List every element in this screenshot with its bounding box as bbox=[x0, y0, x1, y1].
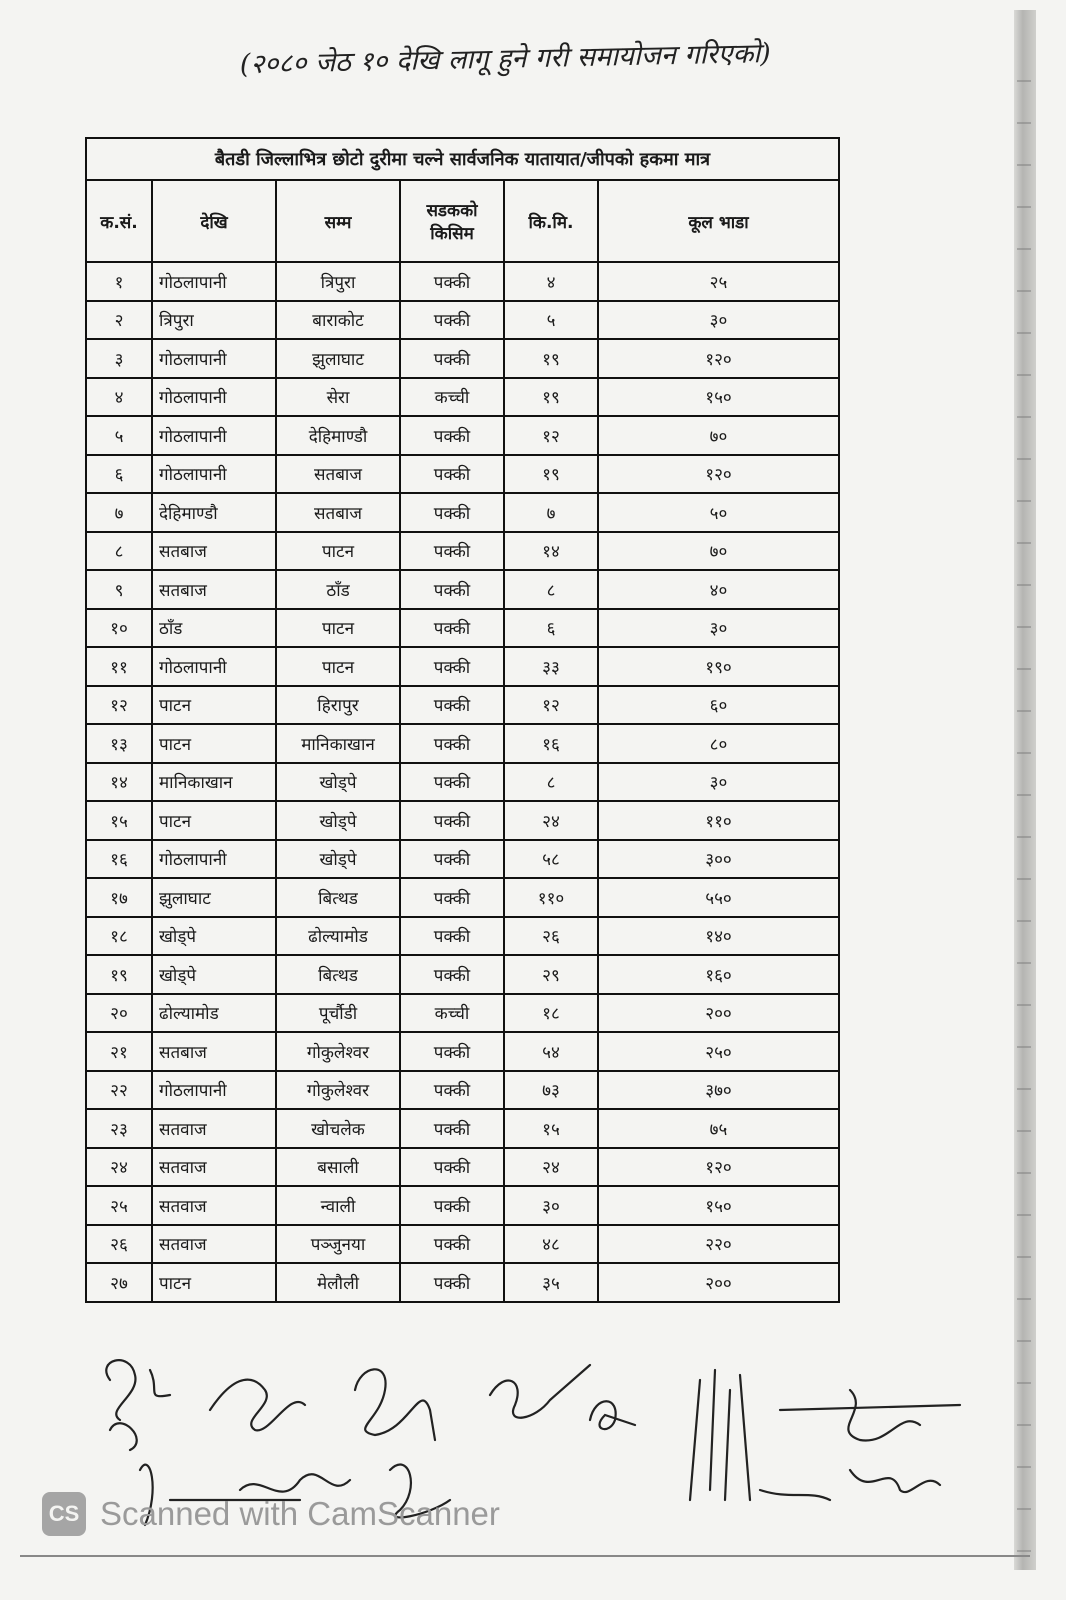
cell-to: सतबाज bbox=[276, 455, 400, 494]
cell-km: ६ bbox=[504, 609, 598, 648]
cell-road-type: कच्ची bbox=[400, 994, 504, 1033]
cell-fare: ५५० bbox=[598, 878, 839, 917]
cell-km: १९ bbox=[504, 339, 598, 378]
signature-3 bbox=[355, 1369, 435, 1440]
table-row bbox=[86, 801, 839, 840]
cell-from: सतबाज bbox=[152, 532, 276, 571]
cell-sn: १४ bbox=[86, 763, 152, 802]
signature-2 bbox=[210, 1380, 305, 1431]
cell-from: सतवाज bbox=[152, 1109, 276, 1148]
cell-from: सतबाज bbox=[152, 1032, 276, 1071]
cell-from: गोठलापानी bbox=[152, 416, 276, 455]
cell-km: ५ bbox=[504, 301, 598, 340]
cell-from: झुलाघाट bbox=[152, 878, 276, 917]
table-row bbox=[86, 609, 839, 648]
cell-sn: २५ bbox=[86, 1186, 152, 1225]
signature-5 bbox=[590, 1401, 635, 1429]
cell-km: १९ bbox=[504, 378, 598, 417]
cell-from: गोठलापानी bbox=[152, 262, 276, 301]
cell-to: बित्थड bbox=[276, 878, 400, 917]
cell-fare: १४० bbox=[598, 917, 839, 956]
cell-sn: ३ bbox=[86, 339, 152, 378]
cell-road-type: पक्की bbox=[400, 724, 504, 763]
cell-to: बसाली bbox=[276, 1148, 400, 1187]
cell-sn: २६ bbox=[86, 1225, 152, 1264]
cell-to: बाराकोट bbox=[276, 301, 400, 340]
table-row bbox=[86, 1186, 839, 1225]
table-row bbox=[86, 262, 839, 301]
table-row bbox=[86, 1225, 839, 1264]
cell-km: ८ bbox=[504, 763, 598, 802]
table-row bbox=[86, 378, 839, 417]
cell-fare: ८० bbox=[598, 724, 839, 763]
cell-sn: १३ bbox=[86, 724, 152, 763]
table-row bbox=[86, 416, 839, 455]
cell-to: खोचलेक bbox=[276, 1109, 400, 1148]
header-fare: कूल भाडा bbox=[598, 180, 839, 262]
cell-road-type: पक्की bbox=[400, 955, 504, 994]
table-row bbox=[86, 570, 839, 609]
cell-to: खोड्पे bbox=[276, 840, 400, 879]
cell-fare: ३० bbox=[598, 763, 839, 802]
table-row bbox=[86, 763, 839, 802]
cell-from: खोड्पे bbox=[152, 955, 276, 994]
cell-from: पाटन bbox=[152, 801, 276, 840]
cell-km: १२ bbox=[504, 416, 598, 455]
cell-road-type: पक्की bbox=[400, 840, 504, 879]
cell-road-type: पक्की bbox=[400, 570, 504, 609]
cell-fare: ७५ bbox=[598, 1109, 839, 1148]
cell-km: ३० bbox=[504, 1186, 598, 1225]
cell-km: ५४ bbox=[504, 1032, 598, 1071]
fare-table bbox=[85, 137, 840, 1303]
cell-sn: १२ bbox=[86, 686, 152, 725]
cell-road-type: पक्की bbox=[400, 262, 504, 301]
cell-fare: १२० bbox=[598, 339, 839, 378]
cell-road-type: पक्की bbox=[400, 801, 504, 840]
cell-sn: १५ bbox=[86, 801, 152, 840]
cell-to: ढोल्यामोड bbox=[276, 917, 400, 956]
table-row bbox=[86, 686, 839, 725]
cell-to: पञ्जुनया bbox=[276, 1225, 400, 1264]
cell-fare: २५० bbox=[598, 1032, 839, 1071]
cell-road-type: पक्की bbox=[400, 339, 504, 378]
cell-road-type: पक्की bbox=[400, 455, 504, 494]
cell-km: ४ bbox=[504, 262, 598, 301]
cell-to: झुलाघाट bbox=[276, 339, 400, 378]
bottom-rule bbox=[20, 1555, 1030, 1557]
table-row bbox=[86, 840, 839, 879]
cell-to: मेलौली bbox=[276, 1263, 400, 1302]
cell-fare: ११० bbox=[598, 801, 839, 840]
cell-fare: २०० bbox=[598, 1263, 839, 1302]
cell-from: सतबाज bbox=[152, 570, 276, 609]
cell-road-type: पक्की bbox=[400, 1225, 504, 1264]
cell-fare: १२० bbox=[598, 455, 839, 494]
cell-km: २६ bbox=[504, 917, 598, 956]
cell-to: मानिकाखान bbox=[276, 724, 400, 763]
cell-to: पाटन bbox=[276, 532, 400, 571]
header-road-type: सडकको किसिम bbox=[400, 180, 504, 262]
header-sn: क.सं. bbox=[86, 180, 152, 262]
edge-marks bbox=[1017, 40, 1031, 1580]
cell-to: सतबाज bbox=[276, 493, 400, 532]
cell-km: ८ bbox=[504, 570, 598, 609]
cell-road-type: पक्की bbox=[400, 647, 504, 686]
cell-road-type: पक्की bbox=[400, 1032, 504, 1071]
camscanner-logo: CS bbox=[42, 1492, 86, 1536]
cell-fare: ३०० bbox=[598, 840, 839, 879]
cell-fare: १२० bbox=[598, 1148, 839, 1187]
cell-sn: २ bbox=[86, 301, 152, 340]
cell-road-type: पक्की bbox=[400, 416, 504, 455]
cell-fare: २५ bbox=[598, 262, 839, 301]
cell-road-type: पक्की bbox=[400, 609, 504, 648]
table-body bbox=[86, 262, 839, 1302]
cell-km: १२ bbox=[504, 686, 598, 725]
cell-sn: २४ bbox=[86, 1148, 152, 1187]
cell-to: खोड्पे bbox=[276, 801, 400, 840]
cell-from: पाटन bbox=[152, 686, 276, 725]
cell-sn: २२ bbox=[86, 1071, 152, 1110]
cell-road-type: पक्की bbox=[400, 686, 504, 725]
cell-km: ३५ bbox=[504, 1263, 598, 1302]
cell-road-type: पक्की bbox=[400, 1186, 504, 1225]
cell-from: मानिकाखान bbox=[152, 763, 276, 802]
table-row bbox=[86, 1109, 839, 1148]
table-row bbox=[86, 1032, 839, 1071]
table-row bbox=[86, 955, 839, 994]
cell-sn: ७ bbox=[86, 493, 152, 532]
cell-from: गोठलापानी bbox=[152, 1071, 276, 1110]
cell-fare: ७० bbox=[598, 532, 839, 571]
cell-to: देहिमाण्डौ bbox=[276, 416, 400, 455]
table-row bbox=[86, 917, 839, 956]
cell-road-type: पक्की bbox=[400, 532, 504, 571]
signature-1 bbox=[106, 1360, 170, 1450]
cell-fare: ३० bbox=[598, 301, 839, 340]
cell-from: पाटन bbox=[152, 724, 276, 763]
cell-fare: २२० bbox=[598, 1225, 839, 1264]
cell-to: पाटन bbox=[276, 609, 400, 648]
cell-fare: ३७० bbox=[598, 1071, 839, 1110]
cell-sn: ८ bbox=[86, 532, 152, 571]
cell-sn: २३ bbox=[86, 1109, 152, 1148]
cell-road-type: पक्की bbox=[400, 493, 504, 532]
cell-sn: १६ bbox=[86, 840, 152, 879]
cell-sn: १० bbox=[86, 609, 152, 648]
fare-table-container bbox=[85, 137, 840, 1303]
table-title: बैतडी जिल्लाभित्र छोटो दुरीमा चल्ने सार्वजनिक यातायात/जीपको हकमा मात्र bbox=[86, 138, 839, 180]
table-row bbox=[86, 724, 839, 763]
table-row bbox=[86, 878, 839, 917]
cell-to: न्वाली bbox=[276, 1186, 400, 1225]
signature-4 bbox=[490, 1365, 590, 1418]
header-km: कि.मि. bbox=[504, 180, 598, 262]
cell-sn: ११ bbox=[86, 647, 152, 686]
cell-to: पाटन bbox=[276, 647, 400, 686]
scanner-text: Scanned with CamScanner bbox=[100, 1495, 500, 1532]
cell-from: ढोल्यामोड bbox=[152, 994, 276, 1033]
page-edge bbox=[1014, 10, 1036, 1570]
cell-km: २४ bbox=[504, 1148, 598, 1187]
cell-sn: २० bbox=[86, 994, 152, 1033]
cell-km: ११० bbox=[504, 878, 598, 917]
cell-from: गोठलापानी bbox=[152, 378, 276, 417]
cell-to: ठाँड bbox=[276, 570, 400, 609]
cell-sn: १८ bbox=[86, 917, 152, 956]
cell-from: त्रिपुरा bbox=[152, 301, 276, 340]
handwritten-note: (२०८० जेठ १० देखि लागू हुने गरी समायोजन गरिएको) bbox=[239, 38, 772, 81]
cell-to: सेरा bbox=[276, 378, 400, 417]
table-row bbox=[86, 339, 839, 378]
cell-road-type: पक्की bbox=[400, 301, 504, 340]
cell-km: ४८ bbox=[504, 1225, 598, 1264]
cell-km: ५८ bbox=[504, 840, 598, 879]
cell-road-type: पक्की bbox=[400, 1109, 504, 1148]
signature-7 bbox=[780, 1390, 960, 1440]
cell-from: गोठलापानी bbox=[152, 647, 276, 686]
cell-km: ३३ bbox=[504, 647, 598, 686]
cell-fare: ७० bbox=[598, 416, 839, 455]
cell-km: २४ bbox=[504, 801, 598, 840]
cell-km: १६ bbox=[504, 724, 598, 763]
table-row bbox=[86, 994, 839, 1033]
cell-sn: ४ bbox=[86, 378, 152, 417]
header-to: सम्म bbox=[276, 180, 400, 262]
table-row bbox=[86, 1148, 839, 1187]
cell-from: सतवाज bbox=[152, 1148, 276, 1187]
cell-km: १५ bbox=[504, 1109, 598, 1148]
cell-fare: ४० bbox=[598, 570, 839, 609]
cell-fare: १५० bbox=[598, 378, 839, 417]
cell-road-type: पक्की bbox=[400, 878, 504, 917]
cell-from: सतवाज bbox=[152, 1225, 276, 1264]
cell-to: गोकुलेश्वर bbox=[276, 1032, 400, 1071]
table-row bbox=[86, 1263, 839, 1302]
cell-to: त्रिपुरा bbox=[276, 262, 400, 301]
cell-road-type: पक्की bbox=[400, 1148, 504, 1187]
cell-fare: ३० bbox=[598, 609, 839, 648]
cell-fare: १५० bbox=[598, 1186, 839, 1225]
cell-sn: १७ bbox=[86, 878, 152, 917]
cell-from: गोठलापानी bbox=[152, 455, 276, 494]
cell-sn: २१ bbox=[86, 1032, 152, 1071]
cell-km: ७ bbox=[504, 493, 598, 532]
cell-sn: १९ bbox=[86, 955, 152, 994]
cell-sn: १ bbox=[86, 262, 152, 301]
cell-from: गोठलापानी bbox=[152, 840, 276, 879]
header-from: देखि bbox=[152, 180, 276, 262]
cell-fare: १६० bbox=[598, 955, 839, 994]
scanner-watermark bbox=[42, 1490, 500, 1538]
cell-road-type: पक्की bbox=[400, 917, 504, 956]
cell-sn: ९ bbox=[86, 570, 152, 609]
cell-road-type: कच्ची bbox=[400, 378, 504, 417]
cell-km: १९ bbox=[504, 455, 598, 494]
cell-road-type: पक्की bbox=[400, 1263, 504, 1302]
table-row bbox=[86, 493, 839, 532]
cell-from: सतवाज bbox=[152, 1186, 276, 1225]
cell-to: खोड्पे bbox=[276, 763, 400, 802]
cell-sn: २७ bbox=[86, 1263, 152, 1302]
cell-sn: ५ bbox=[86, 416, 152, 455]
cell-fare: ६० bbox=[598, 686, 839, 725]
signature-6 bbox=[690, 1370, 750, 1500]
cell-road-type: पक्की bbox=[400, 763, 504, 802]
table-row bbox=[86, 301, 839, 340]
cell-fare: २०० bbox=[598, 994, 839, 1033]
table-row bbox=[86, 532, 839, 571]
cell-to: पूर्चौडी bbox=[276, 994, 400, 1033]
cell-from: पाटन bbox=[152, 1263, 276, 1302]
cell-from: देहिमाण्डौ bbox=[152, 493, 276, 532]
cell-sn: ६ bbox=[86, 455, 152, 494]
cell-to: बित्थड bbox=[276, 955, 400, 994]
cell-km: १८ bbox=[504, 994, 598, 1033]
cell-from: खोड्पे bbox=[152, 917, 276, 956]
cell-fare: ५० bbox=[598, 493, 839, 532]
signature-9 bbox=[760, 1470, 940, 1500]
table-row bbox=[86, 1071, 839, 1110]
cell-fare: १९० bbox=[598, 647, 839, 686]
cell-km: १४ bbox=[504, 532, 598, 571]
table-row bbox=[86, 455, 839, 494]
cell-to: गोकुलेश्वर bbox=[276, 1071, 400, 1110]
cell-road-type: पक्की bbox=[400, 1071, 504, 1110]
cell-km: ७३ bbox=[504, 1071, 598, 1110]
cell-km: २९ bbox=[504, 955, 598, 994]
cell-from: ठाँड bbox=[152, 609, 276, 648]
cell-from: गोठलापानी bbox=[152, 339, 276, 378]
cell-to: हिरापुर bbox=[276, 686, 400, 725]
table-row bbox=[86, 647, 839, 686]
